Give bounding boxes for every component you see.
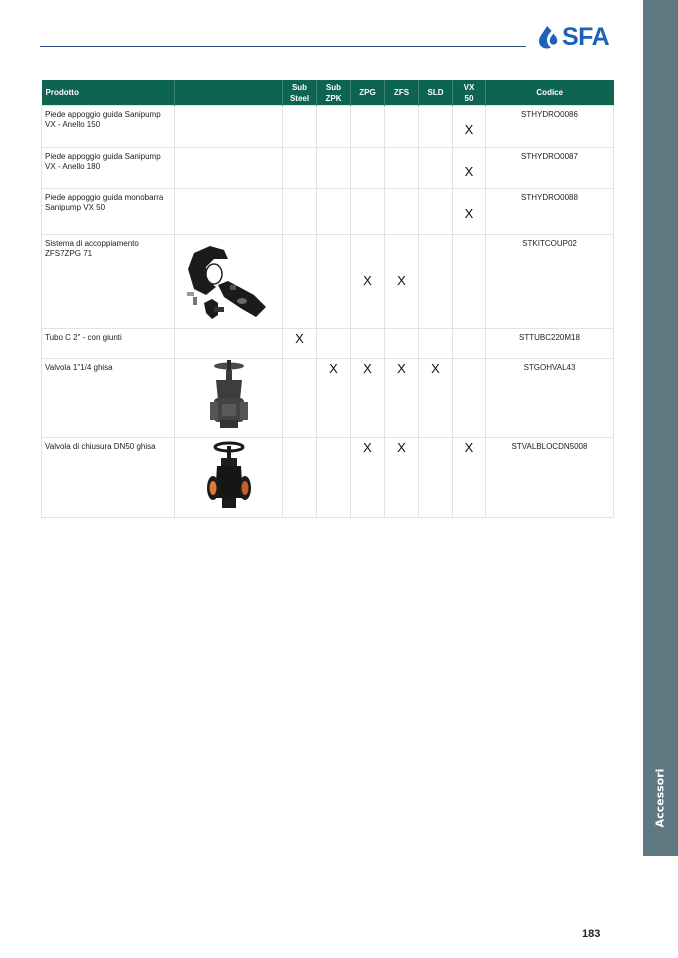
- product-code: STHYDRO0086: [486, 106, 614, 148]
- col-zfs: ZFS: [385, 80, 419, 106]
- product-code: STHYDRO0088: [486, 189, 614, 235]
- mark-sld: X: [431, 361, 440, 376]
- mark-sub-steel: X: [295, 331, 304, 346]
- col-product: Prodotto: [42, 80, 175, 106]
- col-sub-zpk: Sub ZPK: [317, 80, 351, 106]
- product-image-cell: [175, 359, 283, 438]
- mark-sub-zpk: X: [329, 361, 338, 376]
- table-header-row: [42, 80, 614, 106]
- mark-zpg: X: [363, 361, 372, 376]
- col-image: [175, 80, 283, 106]
- col-zpg: ZPG: [351, 80, 385, 106]
- mark-vx50: X: [464, 440, 474, 455]
- coupling-system-image: [184, 237, 274, 325]
- page-number: 183: [582, 928, 601, 940]
- product-code: STVALBLOCDN5008: [486, 438, 614, 518]
- product-image-cell: [175, 329, 283, 359]
- gate-valve-image: [204, 360, 254, 434]
- table-row: [42, 329, 614, 359]
- side-tab: [643, 0, 678, 856]
- product-code: STTUBC220M18: [486, 329, 614, 359]
- product-image-cell: [175, 438, 283, 518]
- product-name: Piede appoggio guida Sanipump VX - Anello 180: [42, 148, 175, 189]
- product-name: Sistema di accoppiamento ZFS7ZPG 71: [42, 235, 175, 329]
- products-table: [41, 80, 614, 518]
- mark-zfs: X: [397, 273, 406, 288]
- product-image-cell: [175, 106, 283, 148]
- col-sub-steel: Sub Steel: [283, 80, 317, 106]
- brand-name: SFA: [562, 23, 610, 51]
- product-code: STKITCOUP02: [486, 235, 614, 329]
- mark-zpg: X: [363, 273, 372, 288]
- product-code: STGOHVAL43: [486, 359, 614, 438]
- product-image-cell: [175, 189, 283, 235]
- col-vx50: VX 50: [453, 80, 486, 106]
- shutoff-valve-image: [204, 440, 254, 514]
- table-row: [42, 189, 614, 235]
- table-row: [42, 235, 614, 329]
- mark-vx50: X: [464, 122, 474, 137]
- mark-zpg: X: [363, 440, 372, 455]
- col-sld: SLD: [419, 80, 453, 106]
- brand-logo: [538, 24, 609, 50]
- product-name: Valvola di chiusura DN50 ghisa: [42, 438, 175, 518]
- mark-vx50: X: [464, 164, 474, 179]
- product-name: Piede appoggio guida monobarra Sanipump VX 50: [42, 189, 175, 235]
- product-name: Tubo C 2" - con giunti: [42, 329, 175, 359]
- table-row: [42, 359, 614, 438]
- table-row: [42, 148, 614, 189]
- product-name: Valvola 1"1/4 ghisa: [42, 359, 175, 438]
- mark-vx50: X: [464, 206, 474, 221]
- mark-zfs: X: [397, 361, 406, 376]
- product-name: Piede appoggio guida Sanipump VX - Anello 150: [42, 106, 175, 148]
- table-row: [42, 438, 614, 518]
- product-code: STHYDRO0087: [486, 148, 614, 189]
- product-image-cell: [175, 235, 283, 329]
- table-row: [42, 106, 614, 148]
- product-image-cell: [175, 148, 283, 189]
- mark-zfs: X: [397, 440, 406, 455]
- water-drop-icon: [538, 25, 560, 49]
- header-rule: [40, 46, 526, 47]
- section-label: Accessori: [653, 768, 667, 828]
- col-code: Codice: [486, 80, 614, 106]
